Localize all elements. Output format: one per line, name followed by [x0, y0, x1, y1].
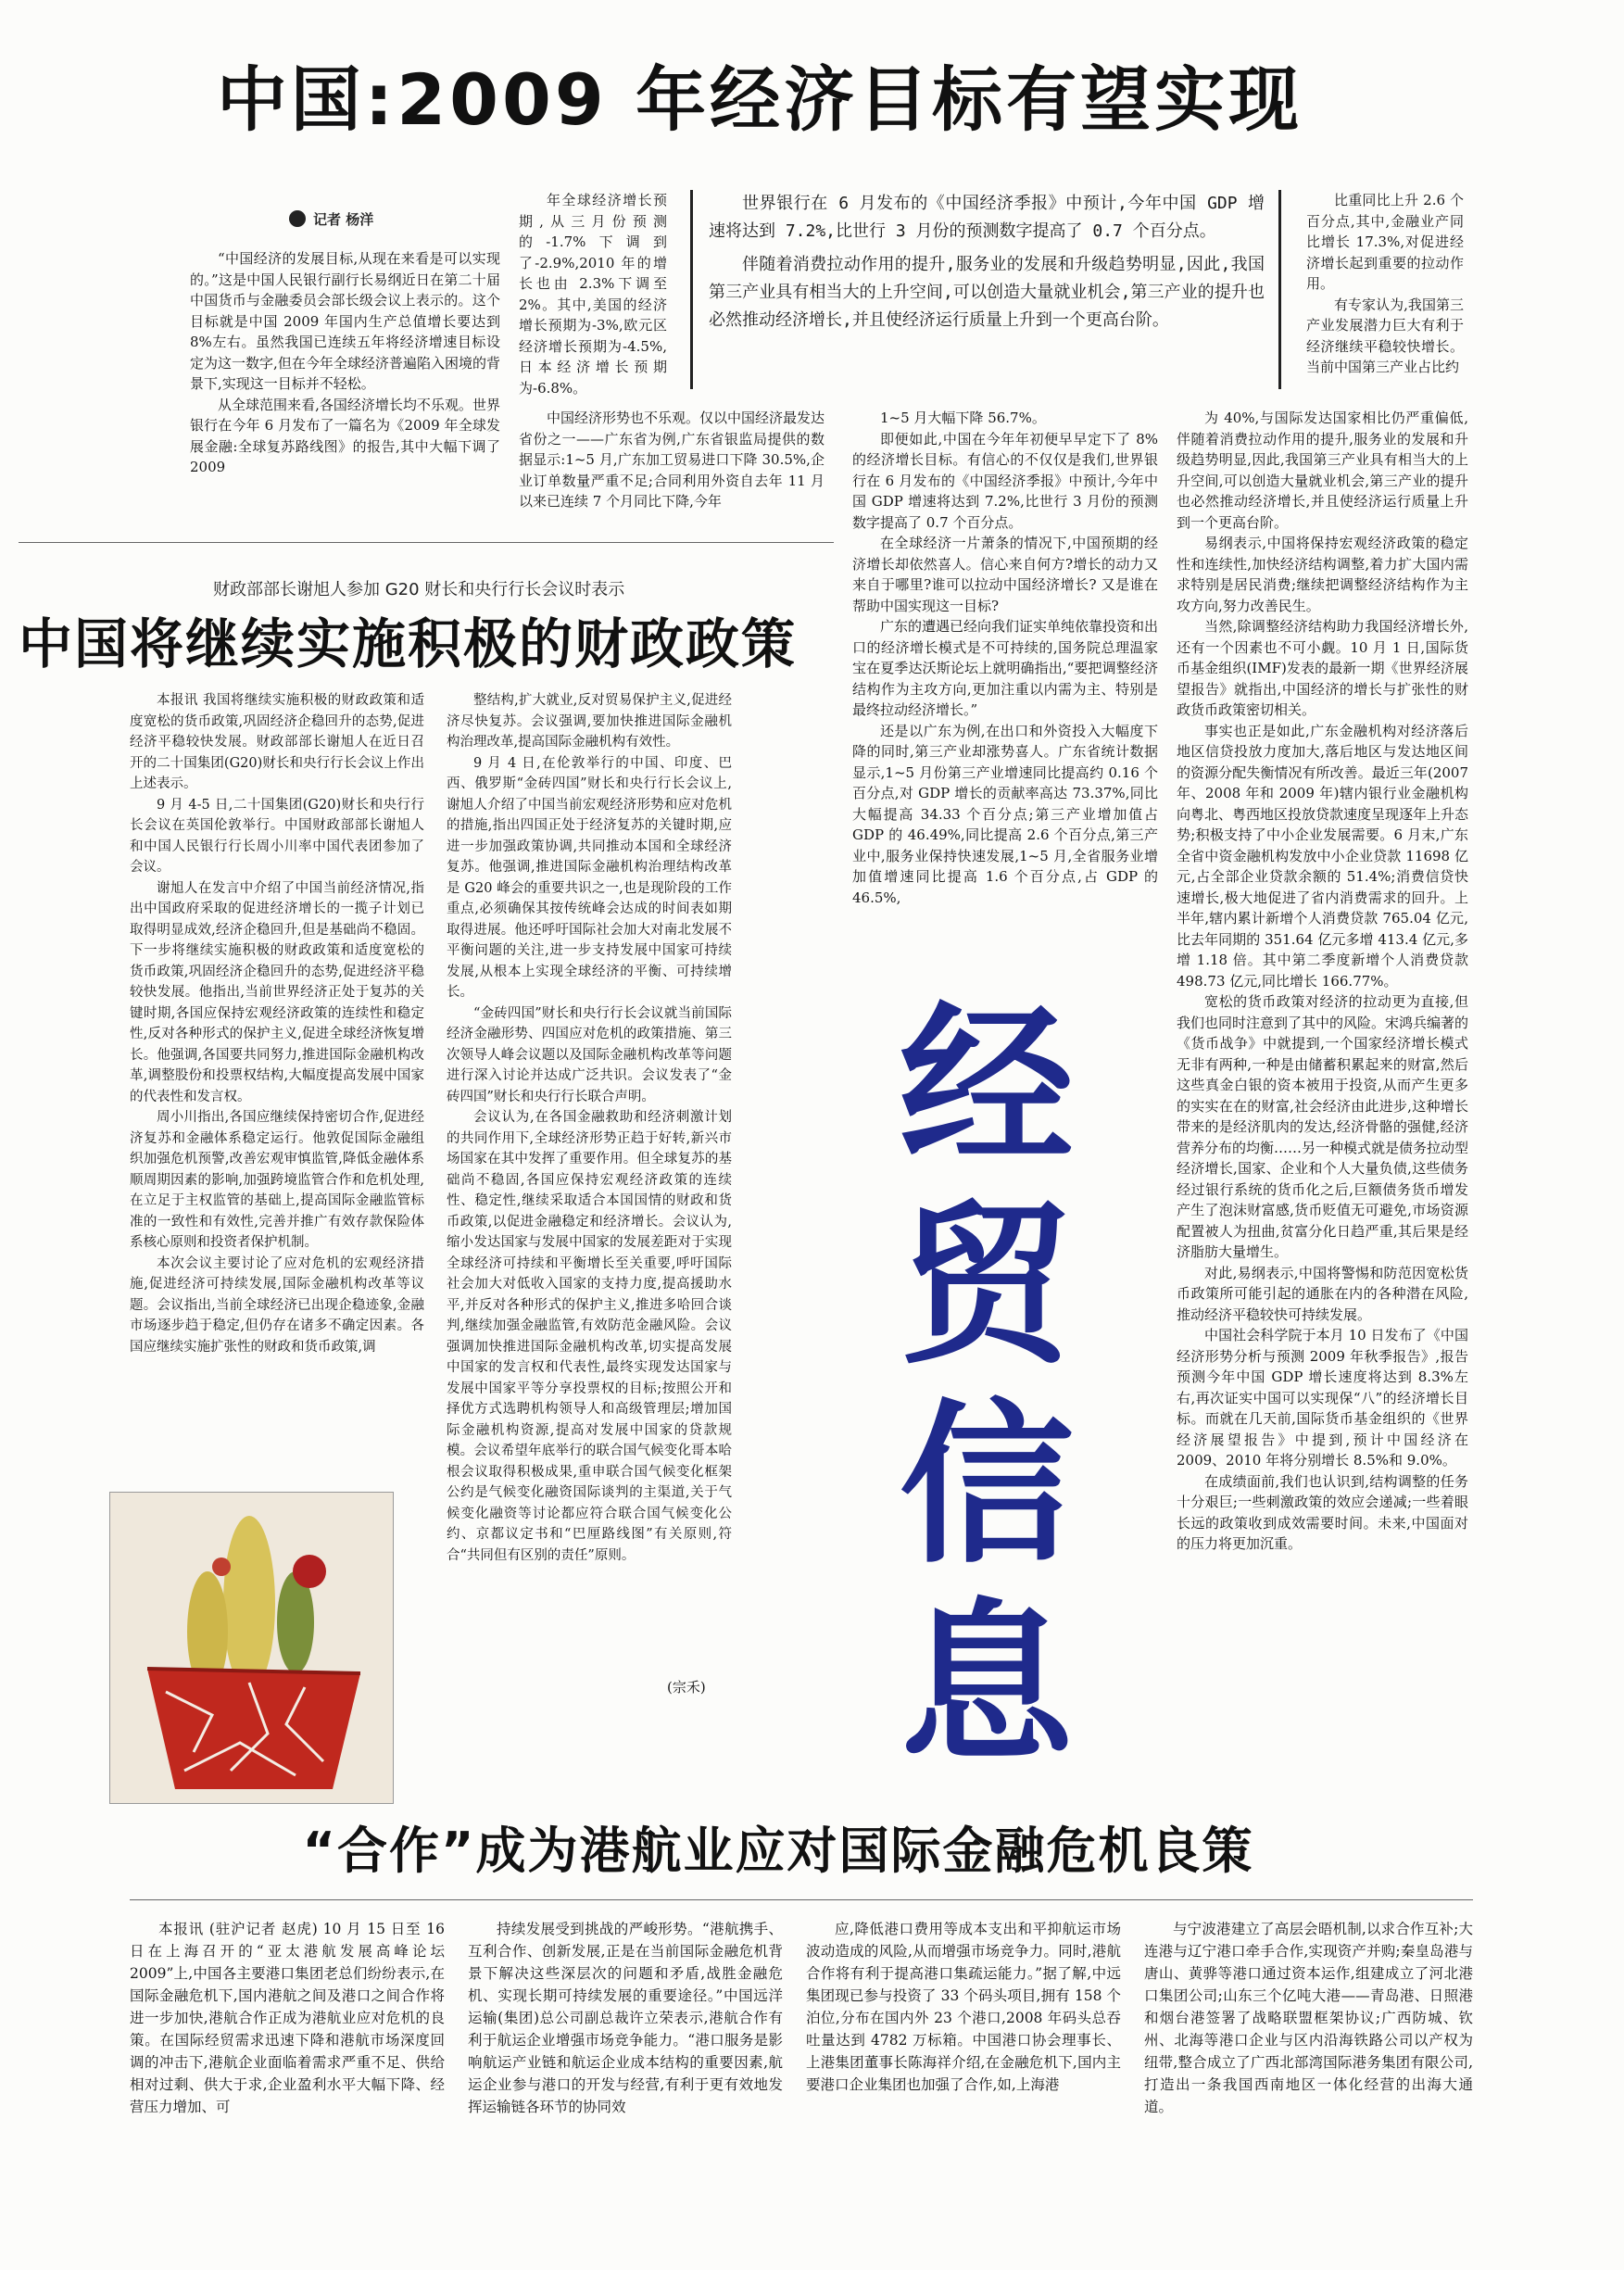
paragraph: “金砖四国”财长和央行行长会议就当前国际经济金融形势、四国应对危机的政策措施、第三次领导人峰会议题以及国际金融机构改革等问题进行深入讨论并达成广泛共识。会议发表了“金砖四国”财长和央行行长联合声明。 [447, 1005, 732, 1104]
paragraph: 1~5 月大幅下降 56.7%。 [880, 410, 1046, 426]
paragraph: 广东的遭遇已经向我们证实单纯依靠投资和出口的经济增长模式是不可持续的,国务院总理温家宝在夏季达沃斯论坛上就明确指出,“要把调整经济结构作为主攻方向,更加注重以内需为主、特别是最终拉动经济增长。” [852, 618, 1158, 718]
paragraph: 比重同比上升 2.6 个百分点,其中,金融业产同比增长 17.3%,对促进经济增长起到重要的拉动作用。 [1306, 192, 1464, 292]
section-char-3: 信 [900, 1384, 1074, 1587]
article1-col2 [519, 190, 667, 408]
paragraph: 中国经济形势也不乐观。仅以中国经济最发达省份之一——广东省为例,广东省银监局提供的数据显示:1~5 月,广东加工贸易进口下降 30.5%,企业订单数量严重不足;合同利用外资自去年 11 月以来已连续 7 个月同比下降,今年 [519, 410, 825, 510]
paragraph: 从全球范围来看,各国经济增长均不乐观。世界银行在今年 6 月发布了一篇名为《2009 年全球发展金融:全球复苏路线图》的报告,其中大幅下调了 2009 [190, 396, 500, 475]
paragraph: 会议认为,在各国金融救助和经济刺激计划的共同作用下,全球经济形势正趋于好转,新兴市场国家在其中发挥了重要作用。但全球复苏的基础尚不稳固,各国应保持宏观经济政策的连续性、稳定性,继续采取适合本国国情的财政和货币政策,以促进金融稳定和经济增长。会议认为,缩小发达国家与发展中国家的发展差距对于实现全球经济可持续和平衡增长至关重要,呼吁国际社会加大对低收入国家的支持力度,提高援助水平,并反对各种形式的保护主义,推进多哈回合谈判,继续加强金融监管,有效防范金融风险。会议强调加快推进国际金融机构改革,切实提高发展中国家的发言权和代表性,最终实现发达国家与发展中国家平等分享投票权的目标;按照公开和择优方式选聘机构领导人和高级管理层;增加国际金融机构资源,提高对发展中国家的贷款规模。会议希望年底举行的联合国气候变化哥本哈根会议取得积极成果,重申联合国气候变化框架公约是气候变化融资国际谈判的主渠道,关于气候变化融资等讨论都应符合联合国气候变化公约、京都议定书和“巴厘路线图”有关原则,符合“共同但有区别的责任”原则。 [447, 1110, 732, 1563]
article2-top-rule [19, 542, 834, 543]
article3-top-rule [130, 1899, 1473, 1900]
paragraph: 本报讯 我国将继续实施积极的财政政策和适度宽松的货币政策,巩固经济企稳回升的态势,促进经济平稳较快发展。财政部部长谢旭人在近日召开的二十国集团(G20)财长和央行行长会议上作出上述表示。 [130, 693, 424, 791]
section-char-1: 经 [900, 986, 1074, 1189]
cactus-pot-illustration [110, 1493, 393, 1803]
section-char-4: 息 [900, 1583, 1074, 1786]
paragraph: 应,降低港口费用等成本支出和平抑航运市场波动造成的风险,从而增强市场竞争力。同时,港航合作将有利于提高港口集疏运能力。”据了解,中远集团现已参与投资了 33 个码头项目,拥有 158 个泊位,分布在国内外 23 个港口,2008 年码头总吞吐量达到 4782 万标箱。中国港口协会理事长、上港集团董事长陈海祥介绍,在金融危机下,国内主要港口企业集团也加强了合作,如,上海港 [806, 1921, 1121, 2093]
paragraph: 当然,除调整经济结构助力我国经济增长外,还有一个因素也不可小觑。10 月 1 日,国际货币基金组织(IMF)发表的最新一期《世界经济展望报告》就指出,中国经济的增长与扩张性的财政货币政策密切相关。 [1177, 618, 1468, 718]
paragraph: 本报讯 (驻沪记者 赵虎) 10 月 15 日至 16 日在上海召开的“亚太港航发展高峰论坛 2009”上,中国各主要港口集团老总们纷纷表示,在国际金融危机下,国内港航之间及港口之间合作将进一步加快,港航合作正成为港航业应对危机的良策。在国际经贸需求迅速下降和港航市场深度回调的冲击下,港航企业面临着需求严重不足、供给相对过剩、供大于求,企业盈利水平大幅下降、经营压力增加、可 [130, 1921, 445, 2115]
paragraph: 为 40%,与国际发达国家相比仍严重偏低,伴随着消费拉动作用的提升,服务业的发展和升级趋势明显,因此,我国第三产业具有相当大的上升空间,可以创造大量就业机会,第三产业的提升也必然推动经济增长,并且使经济运行质量上升到一个更高台阶。 [1177, 410, 1468, 531]
article3-col2 [468, 1918, 783, 2233]
paragraph: 宽松的货币政策对经济的拉动更为直接,但我们也同时注意到了其中的风险。宋鸿兵编著的《货币战争》中就提到,一个国家经济增长模式无非有两种,一种是由储蓄积累起来的财富,然后这些真金白银的资本被用于投资,从而产生更多的实实在在的财富,社会经济由此进步,这种增长带来的是经济肌肉的发达,经济骨骼的强健,经济营养分布的均衡……另一种模式就是债务拉动型经济增长,国家、企业和个人大量负债,这些债务经过银行系统的货币化之后,巨额债务货币增发产生了泡沫财富感,货币贬值无可避免,市场资源配置被人为扭曲,贫富分化日趋严重,其后果是经济脂肪大量增生。 [1177, 993, 1468, 1260]
pull-quote-paragraph: 世界银行在 6 月发布的《中国经济季报》中预计,今年中国 GDP 增速将达到 7.2%,比世行 3 月份的预测数字提高了 0.7 个百分点。 [709, 194, 1265, 241]
paragraph: 在全球经济一片萧条的情况下,中国预期的经济增长却依然喜人。信心来自何方?增长的动力又来自于哪里?谁可以拉动中国经济增长? 又是谁在帮助中国实现这一目标? [852, 535, 1158, 614]
article2-author: (宗禾) [667, 1679, 706, 1696]
paragraph: 9 月 4 日,在伦敦举行的中国、印度、巴西、俄罗斯“金砖四国”财长和央行行长会议上,谢旭人介绍了中国当前宏观经济形势和应对危机的措施,指出四国正处于经济复苏的关键时期,应进一步加强政策协调,共同推动本国和全球经济复苏。他强调,推进国际金融机构治理结构改革是 G20 峰会的重要共识之一,也是现阶段的工作重点,必须确保其按传统峰会达成的时间表如期取得进展。他还呼吁国际社会加大对南北发展不平衡问题的关注,进一步支持发展中国家可持续发展,从根本上实现全球经济的平衡、可持续增长。 [447, 755, 732, 1000]
paragraph: 在成绩面前,我们也认识到,结构调整的任务十分艰巨;一些刺激政策的效应会递减;一些着眼长远的政策收到成效需要时间。未来,中国面对的压力将更加沉重。 [1177, 1472, 1468, 1552]
article3-col3 [806, 1918, 1121, 2233]
paragraph: 还是以广东为例,在出口和外资投入大幅度下降的同时,第三产业却涨势喜人。广东省统计数据显示,1~5 月份第三产业增速同比提高约 0.16 个百分点,对 GDP 增长的贡献率高达 73.37%,同比大幅提高 34.33 个百分点;第三产业增加值占 GDP 的 46.49%,同比提高 2.6 个百分点,第三产业中,服务业保持快速发展,1~5 月,全省服务业增加值增速同比提高 1.6 个百分点,占 GDP 的 46.5%, [852, 722, 1158, 906]
paragraph: 谢旭人在发言中介绍了中国当前经济情况,指出中国政府采取的促进经济增长的一揽子计划已取得明显成效,经济企稳回升,但是基础尚不稳固。下一步将继续实施积极的财政政策和适度宽松的货币政策,巩固经济企稳回升的态势,促进经济平稳较快发展。他指出,当前世界经济正处于复苏的关键时期,各国应保持宏观经济政策的连续性和稳定性,反对各种形式的保护主义,促进全球经济恢复增长。他强调,各国要共同努力,推进国际金融机构改革,调整股份和投票权结构,大幅度提高发展中国家的代表性和发言权。 [130, 880, 424, 1104]
article1-col3 [852, 408, 1158, 982]
paragraph: 有专家认为,我国第三产业发展潜力巨大有利于经济继续平稳较快增长。当前中国第三产业占比约 [1306, 296, 1464, 375]
article1-col1 [190, 248, 500, 528]
article3-col1 [130, 1918, 445, 2233]
paragraph: 事实也正是如此,广东金融机构对经济落后地区信贷投放力度加大,落后地区与发达地区间的资源分配失衡情况有所改善。最近三年(2007 年、2008 年和 2009 年)辖内银行业金融机构向粤北、粤西地区投放贷款速度呈现逐年上升态势;积极支持了中小企业发展需要。6 月末,广东全省中资金融机构发放中小企业贷款 11698 亿元,占全部企业贷款余额的 51.4%;消费信贷快速增长,极大地促进了省内消费需求的回升。上半年,辖内累计新增个人消费贷款 765.04 亿元,比去年同期的 351.64 亿元多增 413.4 亿元,多增 1.18 倍。其中第二季度新增个人消费贷款 498.73 亿元,同比增长 166.77%。 [1177, 722, 1468, 990]
pull-quote [709, 190, 1265, 389]
paragraph: 周小川指出,各国应继续保持密切合作,促进经济复苏和金融体系稳定运行。他敦促国际金融组织加强危机预警,改善宏观审慎监管,降低金融体系顺周期因素的影响,加强跨境监管合作和危机处理,在立足于主权监管的基础上,提高国际金融监管标准的一致性和有效性,完善并推广有效存款保险体系核心原则和投资者保护机制。 [130, 1110, 424, 1250]
article3-col4 [1144, 1918, 1473, 2233]
callout-border-right [1278, 190, 1281, 389]
article1-col5 [1177, 408, 1468, 1816]
paragraph: 持续发展受到挑战的严峻形势。“港航携手、互利合作、创新发展,正是在当前国际金融危机背景下解决这些深层次的问题和矛盾,战胜金融危机、实现长期可持续发展的重要途径。”中国远洋运输(集团)总公司副总裁许立荣表示,港航合作有利于航运企业增强市场竞争能力。“港口服务是影响航运产业链和航运企业成本结构的重要因素,航运企业参与港口的开发与经营,有利于更有效地发挥运输链各环节的协同效 [468, 1921, 783, 2115]
article2-subtitle: 财政部部长谢旭人参加 G20 财长和央行行长会议时表示 [213, 580, 625, 599]
article2-title: 中国将继续实施积极的财政政策 [19, 612, 798, 675]
callout-border-left [690, 190, 693, 389]
paragraph: 整结构,扩大就业,反对贸易保护主义,促进经济尽快复苏。会议强调,要加快推进国际金融机构治理改革,提高国际金融机构有效性。 [447, 693, 732, 750]
paragraph: 本次会议主要讨论了应对危机的宏观经济措施,促进经济可持续发展,国际金融机构改革等议题。会议指出,当前全球经济已出现企稳迹象,金融市场逐步趋于稳定,但仍存在诸多不确定因素。各国应继续实施扩张性的财政和货币政策,调 [130, 1255, 424, 1355]
article2-col2 [447, 690, 732, 1682]
paragraph: “中国经济的发展目标,从现在来看是可以实现的。”这是中国人民银行副行长易纲近日在第二十届中国货币与金融委员会部长级会议上表示的。这个目标就是中国 2009 年国内生产总值增长要达到 8%左右。虽然我国已连续五年将经济增速目标设定为这一数字,但在今年全球经济普遍陷入困境的背景下,实现这一目标并不轻松。 [190, 250, 500, 392]
article1-col4 [1306, 190, 1464, 408]
paragraph: 对此,易纲表示,中国将警惕和防范因宽松货币政策所可能引起的通胀在内的各种潜在风险,推动经济平稳较快可持续发展。 [1177, 1264, 1468, 1323]
article1-title: 中国:2009 年经济目标有望实现 [216, 58, 1303, 141]
paragraph: 中国社会科学院于本月 10 日发布了《中国经济形势分析与预测 2009 年秋季报告》,报告预测今年中国 GDP 增长速度将达到 8.3%左右,再次证实中国可以实现保“八”的经济增长目标。而就在几天前,国际货币基金组织的《世界经济展望报告》中提到,预计中国经济在 2009、2010 年将分别增长 8.5%和 9.0%。 [1177, 1327, 1468, 1469]
reporter-icon [289, 210, 306, 227]
article2-col1 [130, 690, 424, 1487]
paragraph: 与宁波港建立了高层会晤机制,以求合作互补;大连港与辽宁港口牵手合作,实现资产并购;秦皇岛港与唐山、黄骅等港口通过资本运作,组建成立了河北港口集团公司;山东三个亿吨大港——青岛港、日照港和烟台港签署了战略联盟框架协议;广西防城、钦州、北海等港口企业与区内沿海铁路公司以产权为纽带,整合成立了广西北部湾国际港务集团有限公司,打造出一条我国西南地区一体化经营的出海大通道。 [1144, 1921, 1473, 2115]
paragraph: 易纲表示,中国将保持宏观经济政策的稳定性和连续性,加快经济结构调整,着力扩大国内需求特别是居民消费;继续把调整经济结构作为主攻方向,努力改善民生。 [1177, 535, 1468, 614]
section-char-2: 贸 [900, 1185, 1074, 1388]
paragraph: 9 月 4-5 日,二十国集团(G20)财长和央行行长会议在英国伦敦举行。中国财政部部长谢旭人和中国人民银行行长周小川率中国代表团参加了会议。 [130, 797, 424, 875]
article1-byline: 记者 杨洋 [289, 209, 373, 229]
article3-title: “合作”成为港航业应对国际金融危机良策 [302, 1822, 1254, 1880]
pull-quote-paragraph: 伴随着消费拉动作用的提升,服务业的发展和升级趋势明显,因此,我国第三产业具有相当大的上升空间,可以创造大量就业机会,第三产业的提升也必然推动经济增长,并且使经济运行质量上升到一个更高台阶。 [709, 255, 1265, 330]
cactus-photo [109, 1492, 394, 1804]
article1-col2b [519, 408, 825, 528]
paragraph: 即便如此,中国在今年年初便早早定下了 8%的经济增长目标。有信心的不仅仅是我们,世界银行在 6 月发布的《中国经济季报》中预计,今年中国 GDP 增速将达到 7.2%,比世行 3 月份的预测数字提高了 0.7 个百分点。 [852, 430, 1158, 531]
paragraph: 年全球经济增长预期,从三月份预测的-1.7%下调到了-2.9%,2010 年的增长也由 2.3%下调至 2%。其中,美国的经济增长预期为-3%,欧元区经济增长预期为-4.5%,日本经济增长预期为-6.8%。 [519, 192, 667, 397]
